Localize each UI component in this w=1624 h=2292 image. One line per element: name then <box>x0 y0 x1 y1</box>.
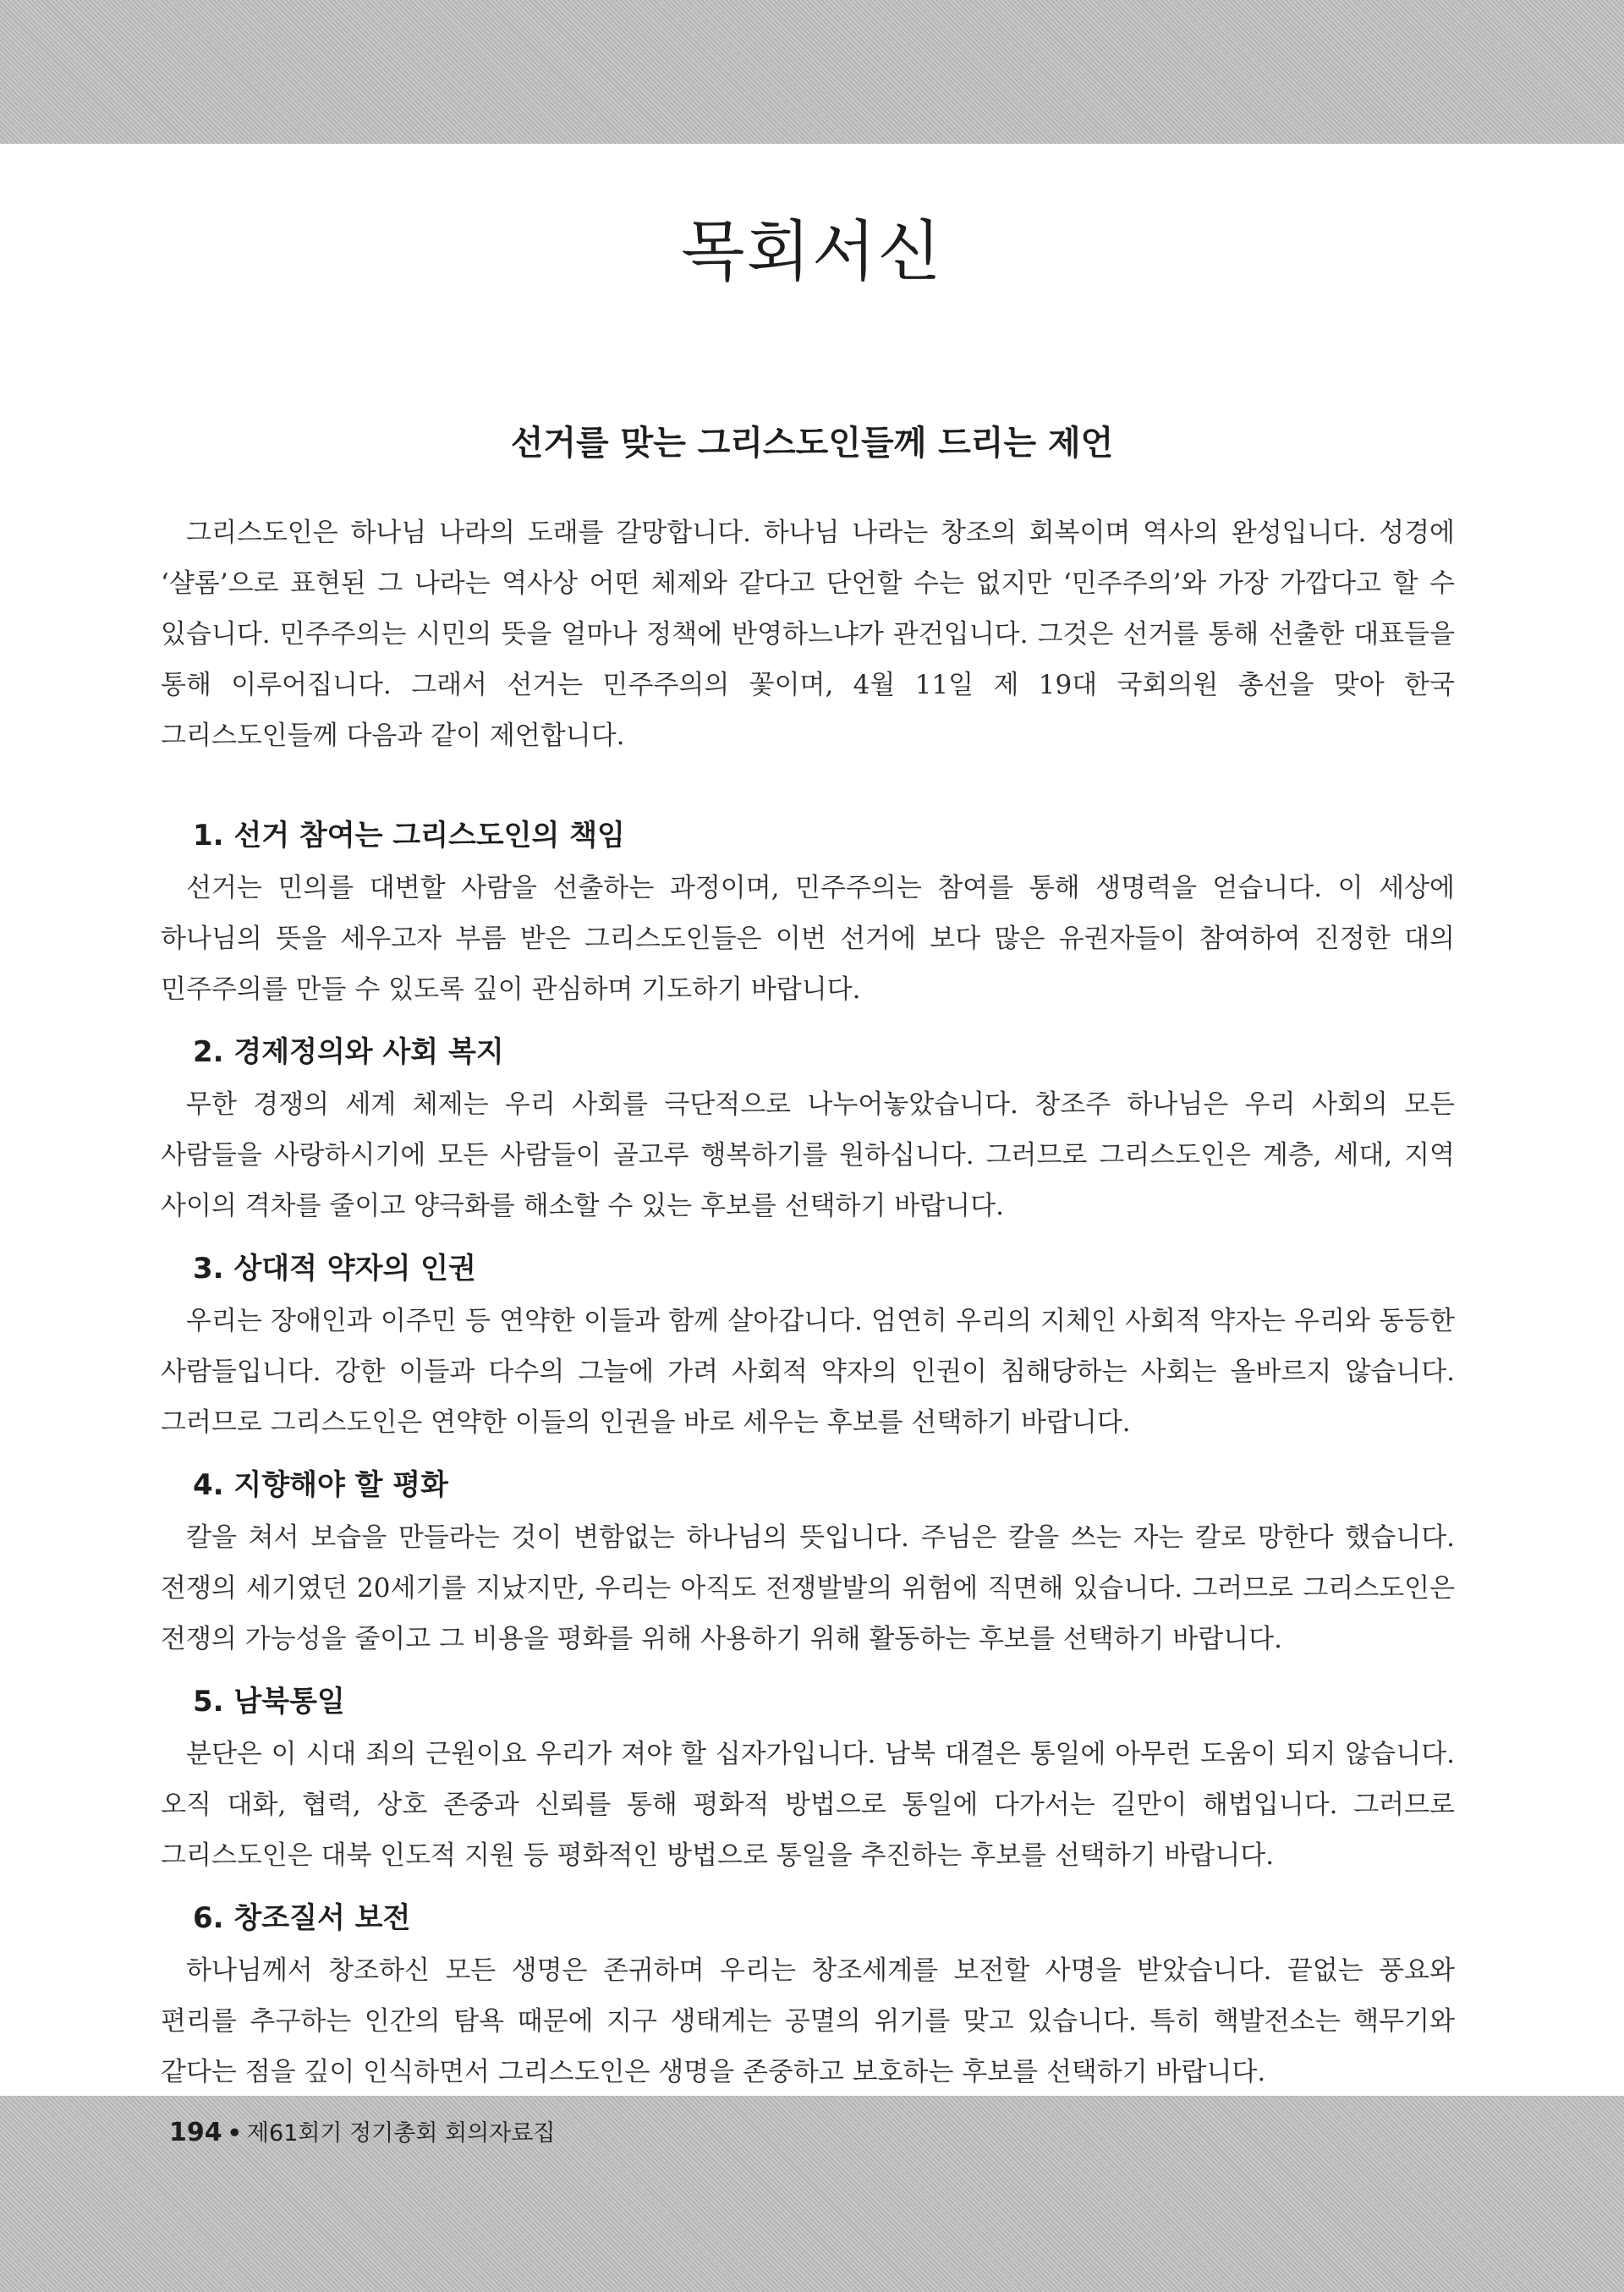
letter-body <box>161 507 1455 2113</box>
section-heading: 1. 선거 참여는 그리스도인의 책임 <box>193 819 625 853</box>
bullet-separator: • <box>227 2120 242 2147</box>
section-heading: 4. 지향해야 할 평화 <box>193 1468 448 1502</box>
section-body: 칼을 쳐서 보습을 만들라는 것이 변함없는 하나님의 뜻입니다. 주님은 칼을 쓰는 자는 칼로 망한다 했습니다. 전쟁의 세기였던 20세기를 지났지만, 우리는 아직도 전쟁발발의 위험에 직면해 있습니다. 그러므로 그리스도인은 전쟁의 가능성을 줄이고 그 비용을 평화를 위해 사용하기 위해 활동하는 후보를 선택하기 바랍니다. <box>161 1522 1455 1654</box>
section-body: 우리는 장애인과 이주민 등 연약한 이들과 함께 살아갑니다. 엄연히 우리의 지체인 사회적 약자는 우리와 동등한 사람들입니다. 강한 이들과 다수의 그늘에 가려 사회적 약자의 인권이 침해당하는 사회는 올바르지 않습니다. 그러므로 그리스도인은 연약한 이들의 인권을 바로 세우는 후보를 선택하기 바랍니다. <box>161 1306 1455 1438</box>
publication-title: 제61회기 정기총회 회의자료집 <box>246 2120 556 2147</box>
page-footer <box>169 2116 555 2151</box>
section-body: 무한 경쟁의 세계 체제는 우리 사회를 극단적으로 나누어놓았습니다. 창조주 하나님은 우리 사회의 모든 사람들을 사랑하시기에 모든 사람들이 골고루 행복하기를 원하십니다. 그러므로 그리스도인은 계층, 세대, 지역 사이의 격차를 줄이고 양극화를 해소할 수 있는 후보를 선택하기 바랍니다. <box>161 1089 1455 1221</box>
letter-subtitle: 선거를 맞는 그리스도인들께 드리는 제언 <box>510 424 1114 463</box>
section-heading: 5. 남북통일 <box>193 1685 345 1719</box>
section-3 <box>161 1247 1455 1448</box>
section-body: 하나님께서 창조하신 모든 생명은 존귀하며 우리는 창조세계를 보전할 사명을 받았습니다. 끝없는 풍요와 편리를 추구하는 인간의 탐욕 때문에 지구 생태계는 공멸의 위기를 맞고 있습니다. 특히 핵발전소는 핵무기와 같다는 점을 깊이 인식하면서 그리스도인은 생명을 존중하고 보호하는 후보를 선택하기 바랍니다. <box>161 1955 1455 2087</box>
section-body: 분단은 이 시대 죄의 근원이요 우리가 져야 할 십자가입니다. 남북 대결은 통일에 아무런 도움이 되지 않습니다. 오직 대화, 협력, 상호 존중과 신뢰를 통해 평화적 방법으로 통일에 다가서는 길만이 해법입니다. 그러므로 그리스도인은 대북 인도적 지원 등 평화적인 방법으로 통일을 추진하는 후보를 선택하기 바랍니다. <box>161 1739 1455 1871</box>
section-1 <box>161 814 1455 1015</box>
section-heading: 3. 상대적 약자의 인권 <box>193 1252 476 1286</box>
section-4 <box>161 1463 1455 1664</box>
header-band <box>0 0 1624 144</box>
section-heading: 2. 경제정의와 사회 복지 <box>193 1035 504 1069</box>
section-body: 선거는 민의를 대변할 사람을 선출하는 과정이며, 민주주의는 참여를 통해 생명력을 얻습니다. 이 세상에 하나님의 뜻을 세우고자 부름 받은 그리스도인들은 이번 선거에 보다 많은 유권자들이 참여하여 진정한 대의 민주주의를 만들 수 있도록 깊이 관심하며 기도하기 바랍니다. <box>161 873 1455 1005</box>
page-number: 194 <box>169 2118 222 2147</box>
page-title: 목회서신 <box>681 214 943 290</box>
section-5 <box>161 1680 1455 1881</box>
section-heading: 6. 창조질서 보전 <box>193 1901 411 1935</box>
section-6 <box>161 1896 1455 2097</box>
intro-paragraph: 그리스도인은 하나님 나라의 도래를 갈망합니다. 하나님 나라는 창조의 회복이며 역사의 완성입니다. 성경에 ‘샬롬’으로 표현된 그 나라는 역사상 어떤 체제와 같다고 단언할 수는 없지만 ‘민주주의’와 가장 가깝다고 할 수 있습니다. 민주주의는 시민의 뜻을 얼마나 정책에 반영하느냐가 관건입니다. 그것은 선거를 통해 선출한 대표들을 통해 이루어집니다. 그래서 선거는 민주주의의 꽃이며, 4월 11일 제 19대 국회의원 총선을 맞아 한국 그리스도인들께 다음과 같이 제언합니다. <box>161 518 1455 751</box>
section-2 <box>161 1030 1455 1231</box>
